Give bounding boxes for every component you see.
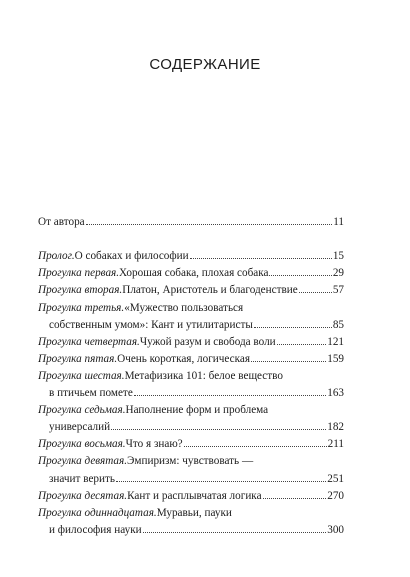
toc-entry-walk-1 [38,265,344,282]
toc-entry-label: Наполнение форм и проблема [125,404,269,417]
toc-entry-label: Хорошая собака, плохая собака [119,267,269,280]
toc-entry-page: 85 [332,318,344,331]
toc-entry-label: Что я знаю? [125,438,183,451]
leader-dots [269,266,331,276]
toc-entry-prologue [38,248,344,265]
toc-entry-page: 29 [332,267,344,280]
toc-entry-label-continued: и философия науки [49,523,142,536]
toc-entry-label-continued: значит верить [49,472,115,485]
toc-entry-label-italic: Прогулка шестая. [38,369,125,382]
toc-entry-walk-7 [38,402,344,436]
toc-entry-walk-2 [38,282,344,299]
toc-entry-label-italic: Прогулка третья. [38,301,125,314]
leader-dots [116,472,326,482]
toc-entry-label-italic: Прогулка вторая. [38,284,123,297]
page-title: СОДЕРЖАНИЕ [149,56,261,73]
toc-entry-page: 182 [327,421,344,434]
toc-entry-label: О собаках и философии [74,250,189,263]
toc-entry-label: Кант и расплывчатая логика [127,489,262,502]
toc-entry-label: Метафизика 101: белое вещество [124,369,283,382]
toc-entry-page: 163 [327,387,344,400]
toc-entry-label-italic: Прогулка седьмая. [38,404,126,417]
leader-dots [184,437,327,447]
toc-entry-page: 11 [333,216,344,228]
toc-entry-label: Эмпиризм: чувствовать — [127,455,254,468]
table-of-contents [38,214,344,539]
leader-dots [143,523,327,533]
toc-entry-walk-6 [38,368,344,402]
toc-entry-label: Очень короткая, логическая [117,352,251,365]
toc-entry-label: Муравьи, пауки [156,506,232,519]
leader-dots [263,489,327,499]
toc-entry-walk-3 [38,300,344,334]
leader-dots [111,420,326,430]
toc-entry-label-italic: Прогулка четвертая. [38,335,140,348]
leader-dots [134,386,326,396]
leader-dots [277,335,327,345]
toc-entry-label-italic: Прогулка первая. [38,267,120,280]
toc-entry-walk-9 [38,453,344,487]
leader-dots [251,352,326,362]
toc-entry-label-italic: Пролог. [38,250,75,263]
toc-entry-walk-10 [38,488,344,505]
toc-entry-page: 121 [327,335,344,348]
toc-entry-page: 57 [332,284,344,297]
toc-entry-label: От автора [38,216,85,228]
toc-entry-label: Платон, Аристотель и благоденствие [122,284,298,297]
toc-entry-label-italic: Прогулка десятая. [38,489,128,502]
leader-dots [190,249,332,259]
toc-entry-author [38,214,344,231]
toc-entry-label-italic: Прогулка одиннадцатая. [38,506,157,519]
toc-entry-label: «Мужество пользоваться [124,301,244,314]
toc-entry-walk-5 [38,351,344,368]
leader-dots [299,283,332,293]
toc-entry-page: 159 [327,352,344,365]
toc-entry-walk-8 [38,436,344,453]
toc-entry-label-italic: Прогулка девятая. [38,455,127,468]
toc-entry-page: 15 [332,250,344,263]
toc-entry-label: Чужой разум и свобода воли [139,335,276,348]
toc-entry-label-continued: универсалий [49,421,111,434]
toc-entry-page: 211 [327,438,344,451]
leader-dots [86,215,333,225]
toc-entry-page: 270 [327,489,344,502]
leader-dots [254,318,332,328]
toc-entry-label-continued: в птичьем помете [49,387,133,400]
toc-entry-label-italic: Прогулка восьмая. [38,438,126,451]
section-gap [38,231,344,248]
toc-entry-label-continued: собственным умом»: Кант и утилитаристы [49,318,253,331]
toc-entry-label-italic: Прогулка пятая. [38,352,118,365]
toc-entry-walk-4 [38,334,344,351]
toc-entry-page: 300 [327,523,344,536]
toc-entry-walk-11 [38,505,344,539]
toc-entry-page: 251 [327,472,344,485]
